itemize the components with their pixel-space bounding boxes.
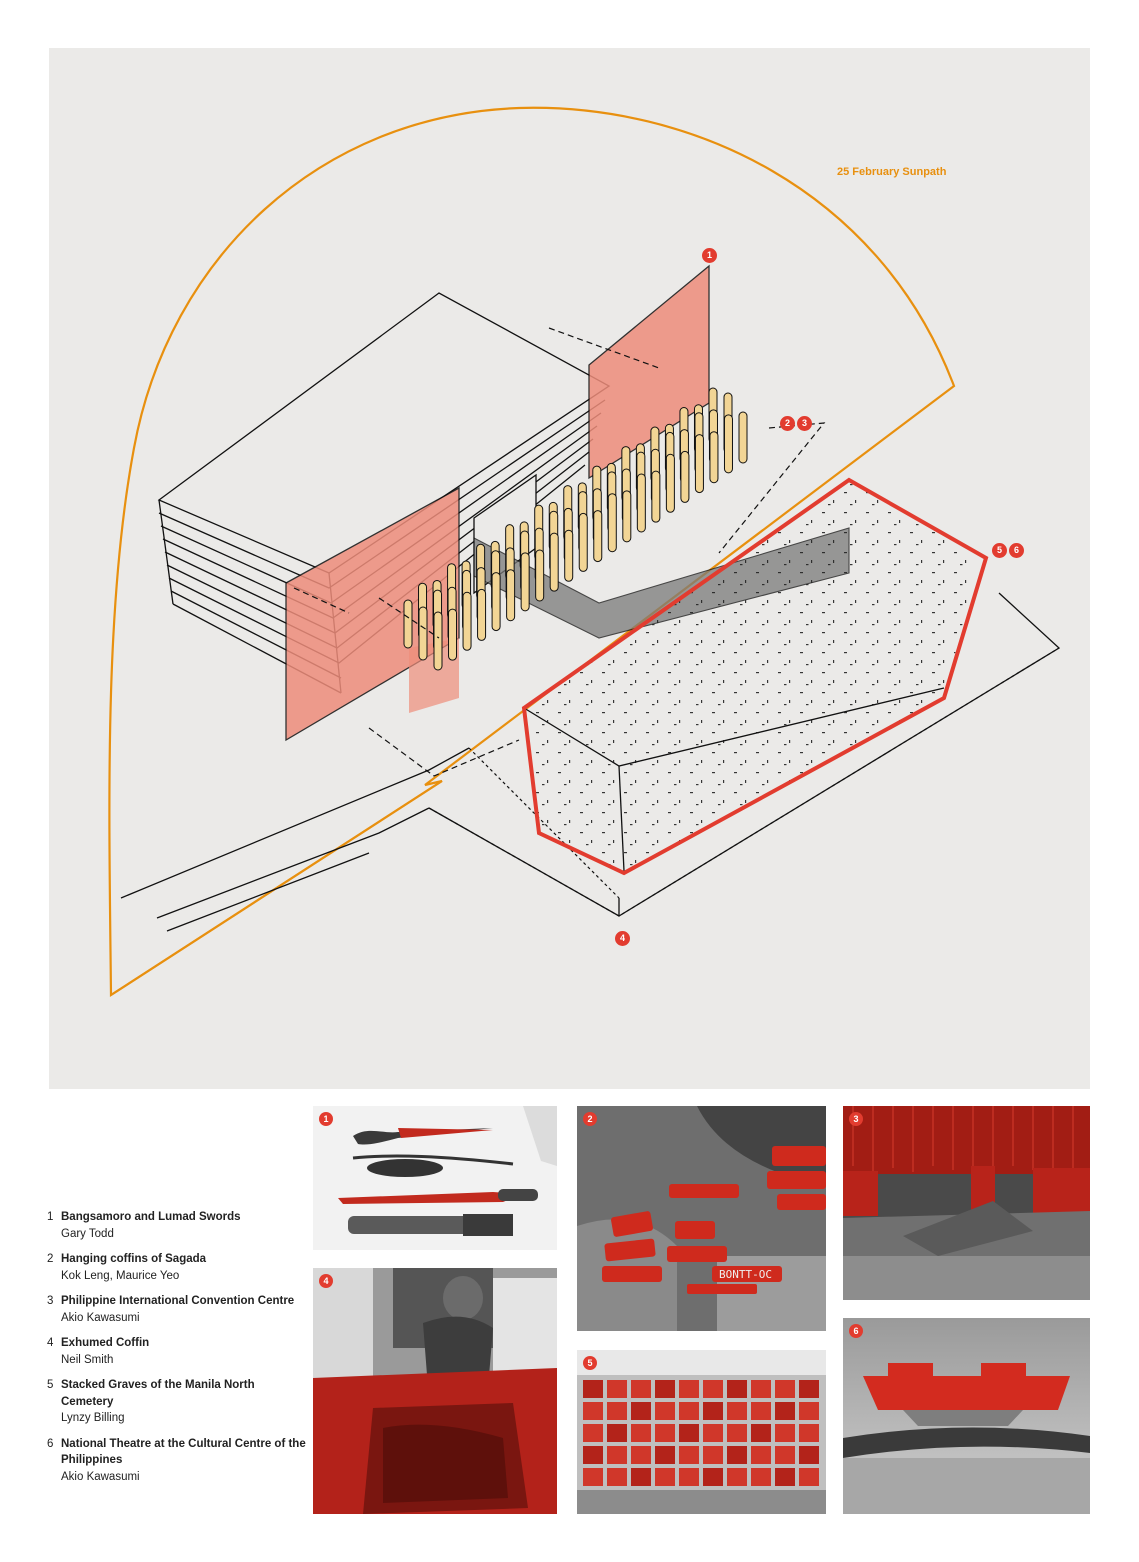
photo-badge: 1 xyxy=(319,1112,333,1126)
legend-item xyxy=(47,1251,309,1284)
marker-3: 3 xyxy=(797,416,812,431)
national-theatre-image xyxy=(843,1318,1090,1514)
grave-niche xyxy=(703,1424,723,1442)
coffin-sign-text: BONTT-OC xyxy=(719,1268,772,1281)
grave-niche xyxy=(703,1402,723,1420)
legend-item xyxy=(47,1377,309,1427)
grave-niche xyxy=(799,1424,819,1442)
grave-niche xyxy=(583,1402,603,1420)
photo-badge: 6 xyxy=(849,1324,863,1338)
legend-title: Stacked Graves of the Manila North Cemetery xyxy=(61,1379,255,1408)
legend-number: 3 xyxy=(47,1295,54,1307)
timber-column xyxy=(507,570,515,621)
stacked-graves-image xyxy=(577,1350,826,1514)
photo-badge: 3 xyxy=(849,1112,863,1126)
grave-niche xyxy=(751,1468,771,1486)
timber-column xyxy=(492,573,500,631)
axonometric-diagram xyxy=(49,48,1090,1089)
legend-credit: Akio Kawasumi xyxy=(61,1470,140,1483)
photo-swords xyxy=(313,1106,557,1250)
photo-badge: 5 xyxy=(583,1356,597,1370)
hanging-coffins-image xyxy=(577,1106,826,1331)
timber-column xyxy=(710,432,718,483)
timber-column xyxy=(463,592,471,650)
legend-title: Bangsamoro and Lumad Swords xyxy=(61,1211,241,1223)
legend-title: Exhumed Coffin xyxy=(61,1337,150,1349)
grave-niche xyxy=(607,1468,627,1486)
photo-hanging-coffins xyxy=(577,1106,826,1331)
marker-4: 4 xyxy=(615,931,630,946)
grave-niche xyxy=(799,1380,819,1398)
timber-column xyxy=(739,412,747,463)
timber-column xyxy=(579,513,587,571)
grave-niche xyxy=(751,1380,771,1398)
timber-column xyxy=(419,607,427,660)
grave-niche xyxy=(583,1424,603,1442)
timber-column xyxy=(724,415,732,473)
grave-niche xyxy=(655,1446,675,1464)
grave-niche xyxy=(655,1402,675,1420)
grave-niche xyxy=(679,1446,699,1464)
grave-niche xyxy=(775,1446,795,1464)
timber-column xyxy=(434,612,442,670)
grave-niche xyxy=(631,1424,651,1442)
marker-5: 5 xyxy=(992,543,1007,558)
legend-item xyxy=(47,1209,309,1242)
sunpath-ray xyxy=(111,781,442,995)
timber-column xyxy=(565,530,573,581)
legend-title: National Theatre at the Cultural Centre of the Philippines xyxy=(61,1437,306,1466)
legend-item xyxy=(47,1436,309,1486)
grave-niche xyxy=(799,1446,819,1464)
grave-niche xyxy=(607,1380,627,1398)
legend-number: 2 xyxy=(47,1253,54,1265)
grave-niche xyxy=(727,1446,747,1464)
timber-column xyxy=(666,454,674,512)
grave-niche xyxy=(679,1424,699,1442)
grave-niche xyxy=(727,1468,747,1486)
grave-niche xyxy=(607,1424,627,1442)
timber-column xyxy=(478,589,486,640)
grave-niche xyxy=(703,1380,723,1398)
legend-item xyxy=(47,1293,309,1326)
photo-stacked-graves xyxy=(577,1350,826,1514)
grave-niche xyxy=(751,1424,771,1442)
legend-credit: Akio Kawasumi xyxy=(61,1311,140,1324)
grave-niche xyxy=(631,1468,651,1486)
legend-title: Philippine International Convention Centre xyxy=(61,1295,295,1307)
grave-niche xyxy=(727,1380,747,1398)
marker-1: 1 xyxy=(702,248,717,263)
photo-national-theatre xyxy=(843,1318,1090,1514)
marker-2: 2 xyxy=(780,416,795,431)
timber-column xyxy=(449,609,457,660)
timber-column xyxy=(521,553,529,611)
exhumed-coffin-image xyxy=(313,1268,557,1514)
grave-niche xyxy=(655,1380,675,1398)
grave-niche xyxy=(703,1468,723,1486)
grave-niche xyxy=(583,1446,603,1464)
grave-niche xyxy=(679,1468,699,1486)
grave-niche xyxy=(775,1402,795,1420)
timber-column xyxy=(404,600,412,648)
legend-number: 5 xyxy=(47,1379,54,1391)
timber-column xyxy=(637,474,645,532)
swords-image xyxy=(313,1106,557,1250)
photo-badge: 4 xyxy=(319,1274,333,1288)
grave-niche xyxy=(751,1446,771,1464)
grave-niche xyxy=(655,1468,675,1486)
timber-column xyxy=(608,494,616,552)
timber-column xyxy=(652,471,660,522)
grave-niche xyxy=(703,1446,723,1464)
timber-column xyxy=(536,550,544,601)
legend-number: 4 xyxy=(47,1337,54,1349)
timber-column xyxy=(550,533,558,591)
grave-niche xyxy=(631,1402,651,1420)
grave-niche xyxy=(775,1468,795,1486)
grave-niche xyxy=(607,1446,627,1464)
grave-niche xyxy=(799,1402,819,1420)
red-wall-right xyxy=(589,266,709,478)
grave-niche xyxy=(799,1468,819,1486)
grave-niche xyxy=(631,1380,651,1398)
legend-credit: Kok Leng, Maurice Yeo xyxy=(61,1269,180,1282)
grave-niche xyxy=(727,1402,747,1420)
grave-niche xyxy=(655,1424,675,1442)
marker-6: 6 xyxy=(1009,543,1024,558)
axonometric-drawing xyxy=(49,48,1090,1089)
sunpath-label: 25 February Sunpath xyxy=(837,166,947,178)
grave-niche xyxy=(679,1402,699,1420)
timber-column xyxy=(681,451,689,502)
reference-legend xyxy=(47,1209,309,1494)
convention-centre-image xyxy=(843,1106,1090,1300)
timber-column xyxy=(695,435,703,493)
grave-niche xyxy=(679,1380,699,1398)
legend-item xyxy=(47,1335,309,1368)
grave-niche xyxy=(775,1380,795,1398)
grave-niche xyxy=(583,1380,603,1398)
grave-niche xyxy=(751,1402,771,1420)
legend-number: 6 xyxy=(47,1437,54,1450)
grave-niche xyxy=(583,1468,603,1486)
photo-badge: 2 xyxy=(583,1112,597,1126)
legend-credit: Gary Todd xyxy=(61,1227,114,1240)
grave-niche xyxy=(727,1424,747,1442)
legend-credit: Neil Smith xyxy=(61,1353,114,1366)
photo-convention-centre xyxy=(843,1106,1090,1300)
timber-column xyxy=(594,511,602,562)
grave-niche xyxy=(607,1402,627,1420)
legend-credit: Lynzy Billing xyxy=(61,1412,125,1424)
grave-niche xyxy=(775,1424,795,1442)
approach-path xyxy=(121,748,469,931)
photo-exhumed-coffin xyxy=(313,1268,557,1514)
timber-column xyxy=(623,491,631,542)
legend-number: 1 xyxy=(47,1211,54,1223)
grave-niche xyxy=(631,1446,651,1464)
legend-title: Hanging coffins of Sagada xyxy=(61,1253,207,1265)
